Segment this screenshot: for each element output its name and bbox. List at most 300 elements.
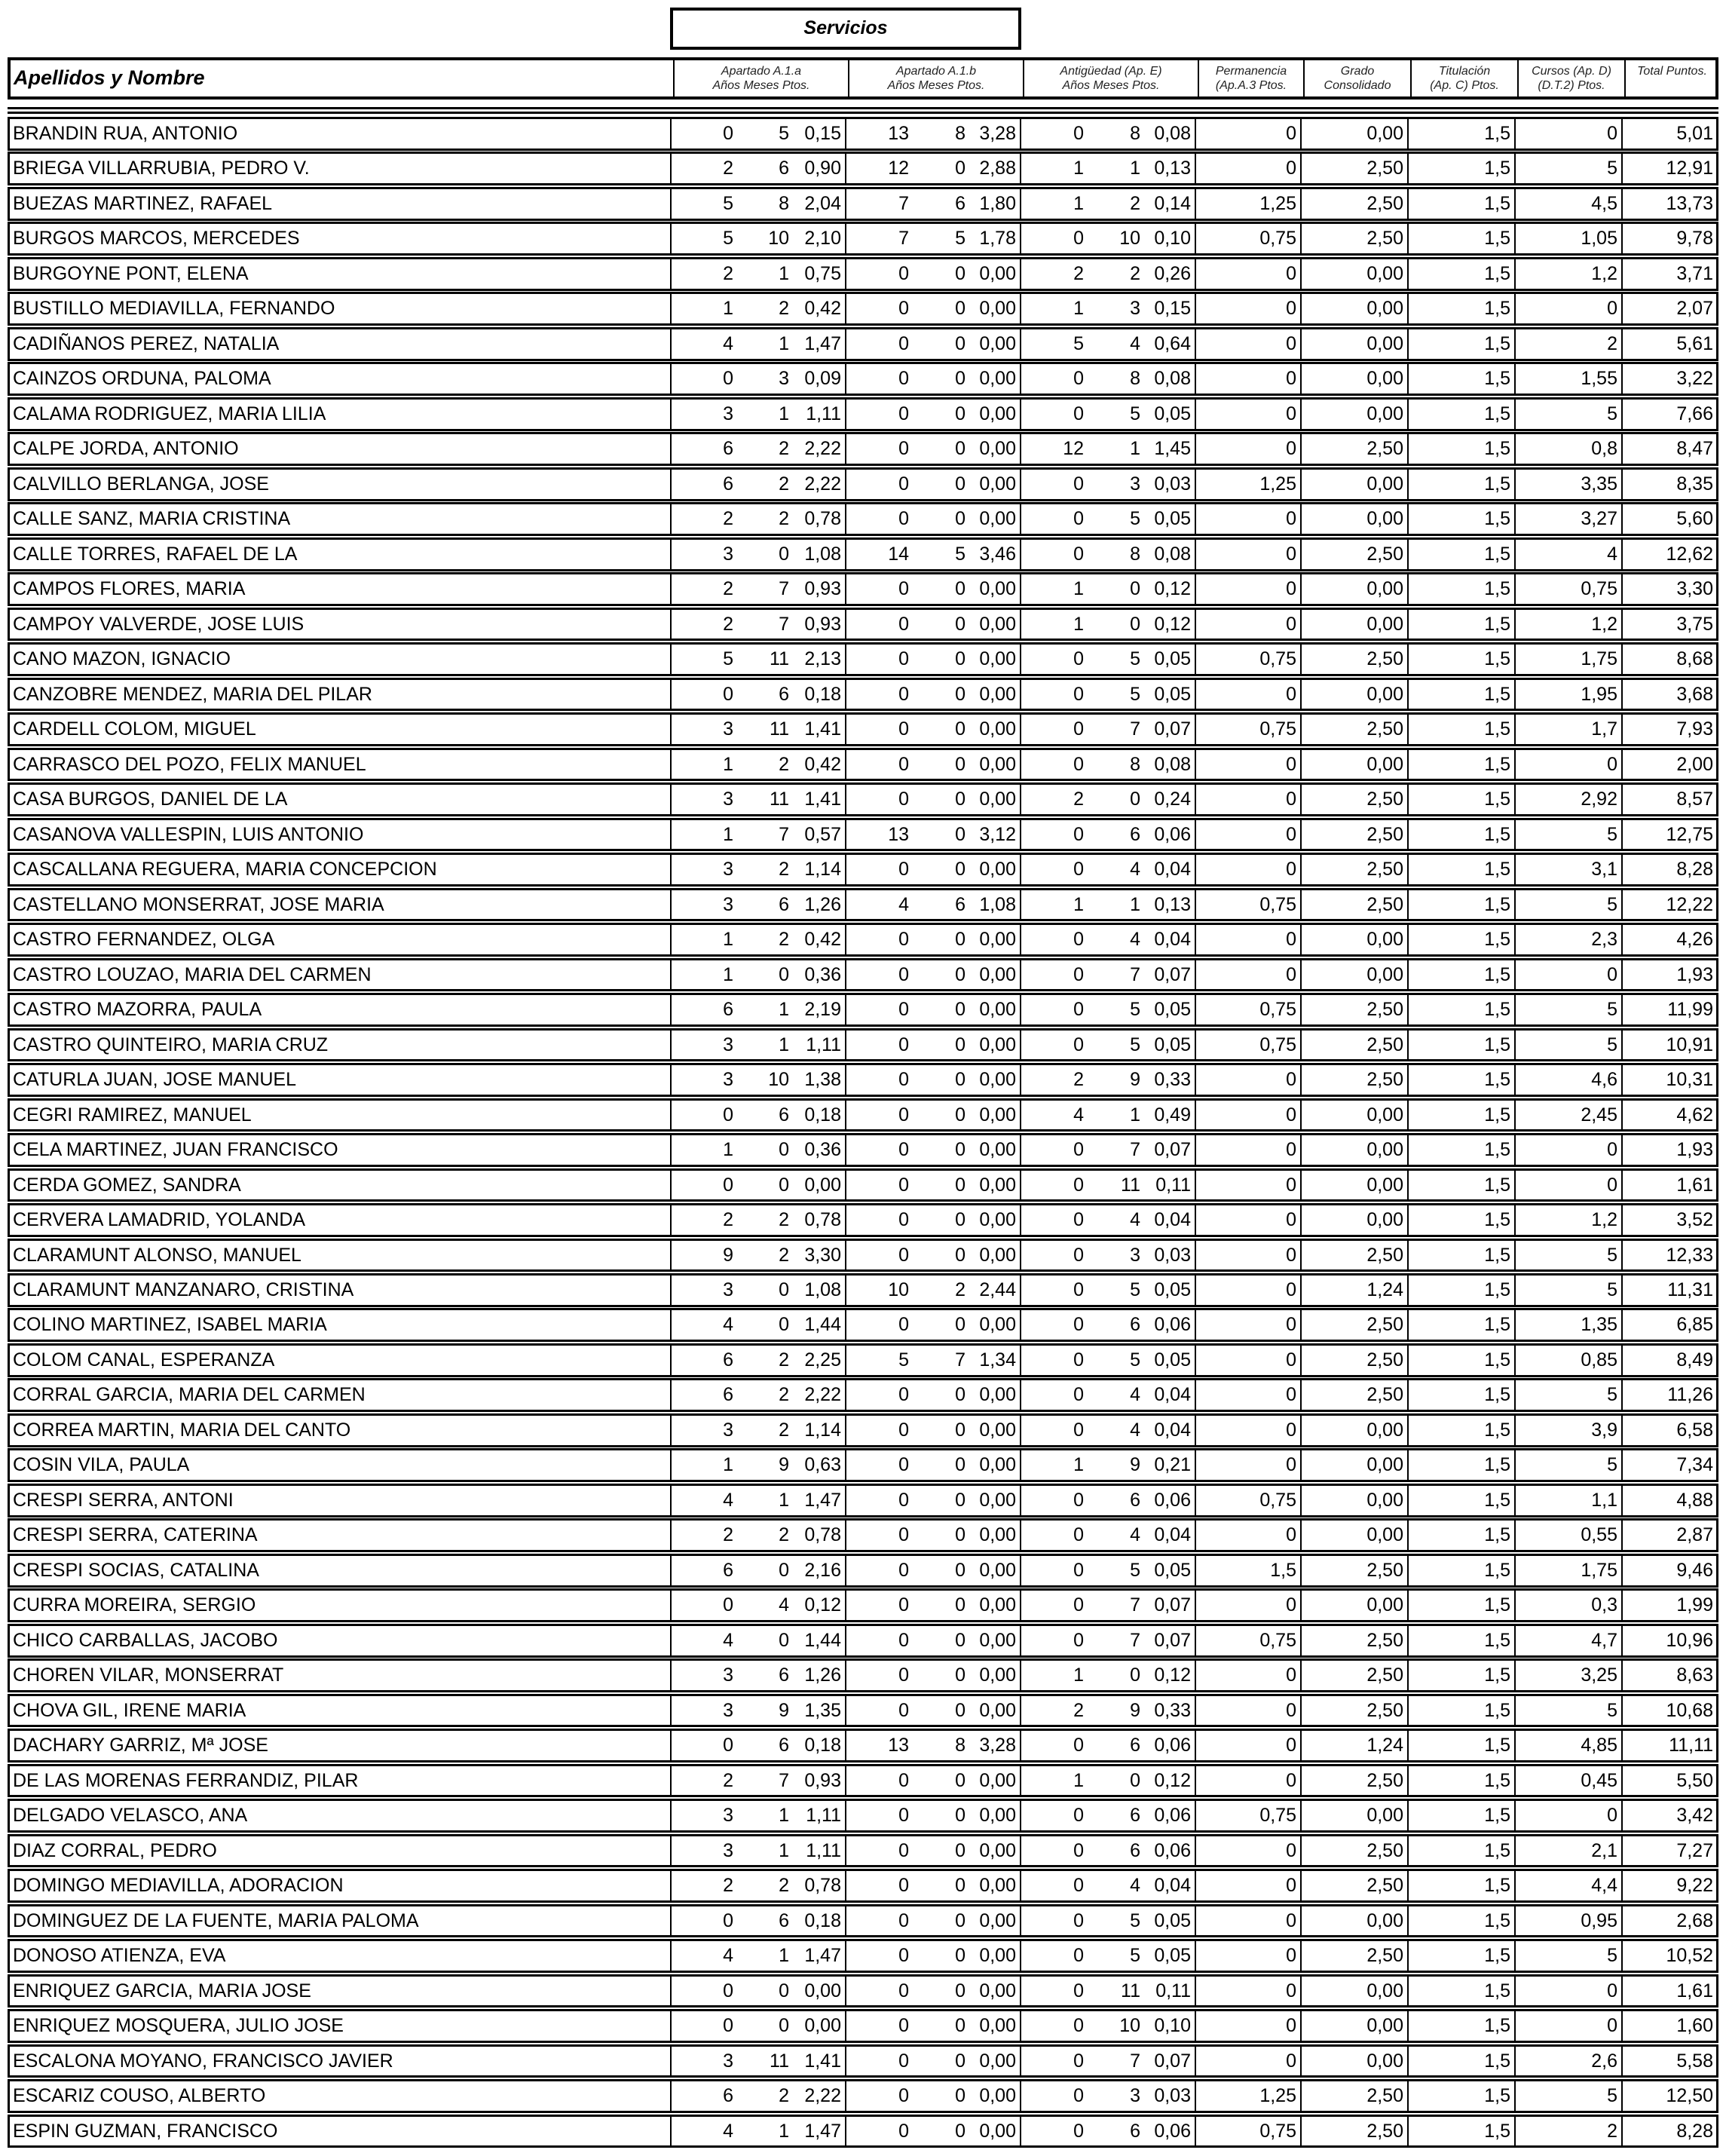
cell-a1a-anos: 3	[723, 403, 733, 424]
column-divider	[1407, 1977, 1409, 2006]
column-divider	[1300, 1766, 1302, 1796]
cell-name: CASANOVA VALLESPIN, LUIS ANTONIO	[13, 823, 364, 845]
cell-cursos: 0	[1607, 1980, 1617, 2001]
column-divider	[1300, 329, 1302, 359]
column-divider	[1407, 189, 1409, 219]
table-row	[8, 467, 1718, 501]
cell-a1a-meses: 6	[779, 893, 789, 915]
cell-a1b-anos: 0	[898, 332, 909, 354]
column-divider	[1407, 574, 1409, 604]
column-divider	[1020, 1135, 1021, 1165]
cell-antig-meses: 5	[1130, 1279, 1140, 1300]
cell-antig-meses: 5	[1130, 683, 1140, 705]
cell-grado: 0,00	[1366, 683, 1403, 705]
cell-name: DONOSO ATIENZA, EVA	[13, 1945, 226, 1967]
cell-antig-meses: 1	[1130, 438, 1140, 460]
table-row	[8, 1168, 1718, 1202]
cell-a1b-anos: 0	[898, 1209, 909, 1231]
cell-name: COSIN VILA, PAULA	[13, 1454, 190, 1476]
column-divider	[1621, 925, 1623, 954]
cell-grado: 0,00	[1366, 123, 1403, 144]
cell-a1a-anos: 3	[723, 1805, 733, 1827]
cell-a1b-anos: 0	[898, 1980, 909, 2001]
cell-permanencia: 0	[1286, 789, 1296, 810]
cell-antig-ptos: 0,64	[1154, 332, 1191, 354]
column-divider	[1300, 189, 1302, 219]
column-divider	[1020, 1065, 1021, 1095]
cell-permanencia: 0,75	[1259, 1805, 1296, 1827]
cell-permanencia: 0	[1286, 1945, 1296, 1967]
column-divider	[845, 364, 846, 394]
cell-a1b-ptos: 0,00	[979, 1209, 1016, 1231]
cell-a1b-ptos: 0,00	[979, 1559, 1016, 1581]
column-divider	[670, 2117, 672, 2146]
cell-a1b-meses: 0	[955, 963, 966, 985]
column-divider	[670, 1906, 672, 1936]
column-divider	[1300, 1661, 1302, 1690]
column-divider	[1300, 154, 1302, 183]
column-divider	[1621, 1626, 1623, 1655]
cell-name: CELA MARTINEZ, JUAN FRANCISCO	[13, 1139, 338, 1161]
column-divider	[670, 645, 672, 674]
cell-total: 8,28	[1676, 2120, 1713, 2142]
cell-a1b-meses: 0	[955, 1384, 966, 1406]
cell-antig-ptos: 1,45	[1154, 438, 1191, 460]
table-row	[8, 117, 1718, 151]
cell-total: 12,33	[1666, 1244, 1713, 1266]
cell-antig-meses: 0	[1130, 613, 1140, 635]
column-divider	[670, 224, 672, 253]
cell-a1b-meses: 0	[955, 438, 966, 460]
column-divider	[670, 1276, 672, 1305]
cell-permanencia: 0	[1286, 1769, 1296, 1791]
column-divider	[1195, 715, 1196, 744]
column-divider	[1514, 645, 1516, 674]
column-divider	[1195, 364, 1196, 394]
cell-a1b-ptos: 0,00	[979, 789, 1016, 810]
cell-permanencia: 0	[1286, 1735, 1296, 1756]
column-divider	[1195, 1276, 1196, 1305]
column-divider	[1195, 1486, 1196, 1515]
cell-a1a-anos: 0	[723, 1594, 733, 1616]
cell-total: 12,75	[1666, 823, 1713, 845]
column-divider	[1514, 2117, 1516, 2146]
cell-a1a-anos: 0	[723, 1735, 733, 1756]
cell-antig-meses: 10	[1119, 228, 1140, 250]
column-divider	[1020, 224, 1021, 253]
cell-total: 8,68	[1676, 648, 1713, 670]
column-divider	[1621, 400, 1623, 429]
cell-titulacion: 1,5	[1484, 1945, 1510, 1967]
column-divider	[1621, 855, 1623, 884]
header-cursos-line2: (D.T.2) Ptos.	[1538, 79, 1605, 92]
column-divider	[1407, 855, 1409, 884]
column-divider	[1514, 540, 1516, 569]
cell-antig-ptos: 0,08	[1154, 753, 1191, 775]
cell-antig-anos: 5	[1073, 332, 1084, 354]
cell-a1a-meses: 2	[779, 1524, 789, 1546]
column-divider	[1407, 1521, 1409, 1550]
cell-a1a-ptos: 0,18	[804, 1735, 841, 1756]
cell-a1a-meses: 6	[779, 158, 789, 179]
column-divider	[1300, 364, 1302, 394]
cell-grado: 2,50	[1366, 1629, 1403, 1651]
cell-permanencia: 0	[1286, 1524, 1296, 1546]
cell-permanencia: 0	[1286, 753, 1296, 775]
cell-total: 5,50	[1676, 1769, 1713, 1791]
table-row	[8, 1273, 1718, 1307]
cell-a1a-ptos: 2,25	[804, 1349, 841, 1370]
table-row	[8, 2115, 1718, 2148]
column-divider	[845, 750, 846, 779]
column-divider	[1300, 504, 1302, 534]
cell-a1b-meses: 0	[955, 613, 966, 635]
cell-titulacion: 1,5	[1484, 648, 1510, 670]
cell-a1b-ptos: 2,44	[979, 1279, 1016, 1300]
column-divider	[1407, 1871, 1409, 1900]
column-divider	[1020, 1101, 1021, 1130]
cell-permanencia: 0	[1286, 578, 1296, 600]
column-divider	[1195, 2047, 1196, 2076]
cell-antig-meses: 7	[1130, 718, 1140, 740]
cell-grado: 0,00	[1366, 298, 1403, 320]
cell-a1b-ptos: 0,00	[979, 368, 1016, 390]
table-row	[8, 537, 1718, 571]
cell-name: DOMINGO MEDIAVILLA, ADORACION	[13, 1875, 344, 1897]
column-divider	[1300, 1556, 1302, 1585]
cell-grado: 2,50	[1366, 438, 1403, 460]
cell-a1b-meses: 0	[955, 1945, 966, 1967]
cell-cursos: 5	[1607, 999, 1617, 1021]
column-divider	[1195, 925, 1196, 954]
column-divider	[1621, 364, 1623, 394]
header-separator-1	[8, 107, 1718, 109]
column-divider	[670, 1766, 672, 1796]
cell-a1b-ptos: 0,00	[979, 1875, 1016, 1897]
cell-a1b-anos: 13	[888, 123, 909, 144]
cell-a1a-meses: 5	[779, 123, 789, 144]
cell-a1b-ptos: 0,00	[979, 578, 1016, 600]
column-divider	[1514, 364, 1516, 394]
column-divider	[1020, 259, 1021, 289]
cell-cursos: 5	[1607, 1034, 1617, 1055]
cell-grado: 0,00	[1366, 1209, 1403, 1231]
cell-cursos: 3,25	[1581, 1664, 1617, 1686]
column-divider	[1407, 540, 1409, 569]
cell-a1b-meses: 0	[955, 2015, 966, 2037]
header-a1b-line1: Apartado A.1.b	[895, 65, 977, 78]
header-permanencia	[1198, 60, 1303, 96]
cell-a1b-anos: 0	[898, 1699, 909, 1721]
cell-a1b-ptos: 0,00	[979, 298, 1016, 320]
cell-a1a-ptos: 1,41	[804, 789, 841, 810]
cell-a1a-ptos: 0,00	[804, 1980, 841, 2001]
cell-total: 2,87	[1676, 1524, 1713, 1546]
cell-name: ENRIQUEZ MOSQUERA, JULIO JOSE	[13, 2015, 344, 2037]
column-divider	[1020, 1241, 1021, 1270]
cell-a1b-meses: 0	[955, 823, 966, 845]
column-divider	[1300, 1591, 1302, 1620]
cell-cursos: 4,85	[1581, 1735, 1617, 1756]
cell-a1a-meses: 4	[779, 1594, 789, 1616]
cell-a1b-anos: 0	[898, 1139, 909, 1161]
cell-antig-anos: 1	[1073, 1664, 1084, 1686]
cell-a1b-anos: 0	[898, 648, 909, 670]
column-divider	[670, 1731, 672, 1760]
column-divider	[1020, 785, 1021, 814]
column-divider	[845, 1205, 846, 1235]
column-divider	[1300, 1101, 1302, 1130]
cell-total: 3,75	[1676, 613, 1713, 635]
cell-grado: 2,50	[1366, 2120, 1403, 2142]
header-a1a-line2: Años Meses Ptos.	[712, 79, 810, 92]
table-row	[8, 257, 1718, 291]
column-divider	[1195, 1416, 1196, 1445]
column-divider	[1514, 610, 1516, 639]
cell-a1b-ptos: 0,00	[979, 1629, 1016, 1651]
cell-a1a-meses: 7	[779, 578, 789, 600]
cell-a1b-anos: 0	[898, 1629, 909, 1651]
cell-a1b-ptos: 2,88	[979, 158, 1016, 179]
cell-grado: 0,00	[1366, 1805, 1403, 1827]
cell-a1a-meses: 2	[779, 1209, 789, 1231]
column-divider	[845, 610, 846, 639]
header-cursos-line1: Cursos (Ap. D)	[1532, 65, 1611, 78]
cell-grado: 2,50	[1366, 823, 1403, 845]
column-divider	[670, 820, 672, 850]
cell-name: CALPE JORDA, ANTONIO	[13, 438, 239, 460]
column-divider	[1514, 1380, 1516, 1410]
column-divider	[1621, 1241, 1623, 1270]
cell-titulacion: 1,5	[1484, 1629, 1510, 1651]
column-divider	[1195, 610, 1196, 639]
column-divider	[1514, 1731, 1516, 1760]
column-divider	[1300, 1486, 1302, 1515]
column-divider	[670, 1310, 672, 1340]
cell-a1b-anos: 0	[898, 368, 909, 390]
cell-a1a-meses: 1	[779, 403, 789, 424]
cell-antig-ptos: 0,05	[1154, 1349, 1191, 1370]
cell-titulacion: 1,5	[1484, 2085, 1510, 2107]
column-divider	[670, 1801, 672, 1830]
cell-titulacion: 1,5	[1484, 613, 1510, 635]
column-divider	[1300, 1241, 1302, 1270]
cell-grado: 0,00	[1366, 1909, 1403, 1931]
column-divider	[1407, 785, 1409, 814]
cell-titulacion: 1,5	[1484, 1594, 1510, 1616]
cell-a1a-meses: 1	[779, 1945, 789, 1967]
column-divider	[845, 855, 846, 884]
cell-a1b-ptos: 0,00	[979, 1454, 1016, 1476]
cell-antig-ptos: 0,24	[1154, 789, 1191, 810]
column-divider	[1514, 400, 1516, 429]
cell-total: 8,57	[1676, 789, 1713, 810]
cell-a1b-ptos: 1,78	[979, 228, 1016, 250]
cell-titulacion: 1,5	[1484, 332, 1510, 354]
column-divider	[1195, 540, 1196, 569]
cell-a1b-meses: 8	[955, 1735, 966, 1756]
cell-cursos: 1,2	[1591, 262, 1617, 284]
column-divider	[1514, 224, 1516, 253]
cell-a1a-ptos: 0,12	[804, 1594, 841, 1616]
column-divider	[845, 1276, 846, 1305]
cell-a1b-meses: 0	[955, 332, 966, 354]
cell-titulacion: 1,5	[1484, 438, 1510, 460]
cell-a1a-ptos: 1,11	[806, 1034, 841, 1055]
cell-permanencia: 0	[1286, 1839, 1296, 1861]
column-divider	[1621, 1205, 1623, 1235]
cell-antig-anos: 2	[1073, 789, 1084, 810]
cell-antig-anos: 0	[1073, 2085, 1084, 2107]
column-divider	[1621, 1416, 1623, 1445]
table-row	[8, 327, 1718, 361]
cell-antig-ptos: 0,05	[1154, 508, 1191, 530]
cell-a1a-ptos: 1,11	[806, 1839, 841, 1861]
table-row	[8, 818, 1718, 852]
column-divider	[845, 1450, 846, 1480]
cell-a1b-ptos: 0,00	[979, 332, 1016, 354]
cell-antig-ptos: 0,06	[1154, 823, 1191, 845]
cell-a1a-ptos: 2,22	[804, 438, 841, 460]
cell-total: 3,71	[1676, 262, 1713, 284]
column-divider	[1621, 1031, 1623, 1060]
cell-cursos: 4,6	[1591, 1069, 1617, 1091]
cell-a1b-anos: 0	[898, 1769, 909, 1791]
column-divider	[845, 259, 846, 289]
cell-titulacion: 1,5	[1484, 2015, 1510, 2037]
cell-name: CAINZOS ORDUNA, PALOMA	[13, 368, 271, 390]
table-row	[8, 362, 1718, 396]
cell-permanencia: 0	[1286, 1699, 1296, 1721]
cell-permanencia: 0	[1286, 262, 1296, 284]
cell-permanencia: 0	[1286, 963, 1296, 985]
column-divider	[1195, 1101, 1196, 1130]
cell-a1b-meses: 0	[955, 1314, 966, 1336]
cell-total: 9,46	[1676, 1559, 1713, 1581]
cell-grado: 0,00	[1366, 1594, 1403, 1616]
column-divider	[1020, 1380, 1021, 1410]
cell-cursos: 0	[1607, 1805, 1617, 1827]
column-divider	[1020, 715, 1021, 744]
cell-antig-anos: 1	[1073, 578, 1084, 600]
cell-total: 12,22	[1666, 893, 1713, 915]
column-divider	[1407, 925, 1409, 954]
cell-a1a-ptos: 1,11	[806, 403, 841, 424]
cell-antig-meses: 4	[1130, 859, 1140, 880]
column-divider	[1621, 1836, 1623, 1866]
cell-a1b-meses: 0	[955, 158, 966, 179]
cell-a1a-anos: 3	[723, 1839, 733, 1861]
cell-a1a-meses: 0	[779, 1279, 789, 1300]
cell-name: BUSTILLO MEDIAVILLA, FERNANDO	[13, 298, 335, 320]
cell-permanencia: 0	[1286, 543, 1296, 565]
table-row	[8, 432, 1718, 466]
cell-a1a-meses: 6	[779, 1909, 789, 1931]
cell-a1b-anos: 12	[888, 158, 909, 179]
cell-antig-meses: 0	[1130, 578, 1140, 600]
table-row	[8, 748, 1718, 782]
cell-antig-anos: 2	[1073, 262, 1084, 284]
cell-cursos: 1,95	[1581, 683, 1617, 705]
column-divider	[1195, 1626, 1196, 1655]
column-divider	[1621, 540, 1623, 569]
cell-a1a-anos: 2	[723, 508, 733, 530]
cell-antig-ptos: 0,49	[1154, 1104, 1191, 1125]
header-titul-line2: (Ap. C) Ptos.	[1430, 79, 1499, 92]
cell-name: CRESPI SERRA, CATERINA	[13, 1524, 258, 1546]
column-divider	[1195, 1171, 1196, 1200]
cell-titulacion: 1,5	[1484, 2120, 1510, 2142]
cell-a1a-ptos: 0,00	[804, 1174, 841, 1196]
column-divider	[1514, 855, 1516, 884]
column-divider	[1621, 1486, 1623, 1515]
cell-a1b-meses: 0	[955, 1454, 966, 1476]
cell-a1b-anos: 0	[898, 1454, 909, 1476]
cell-permanencia: 0	[1286, 1349, 1296, 1370]
cell-titulacion: 1,5	[1484, 368, 1510, 390]
column-divider	[1300, 1416, 1302, 1445]
column-divider	[1514, 2011, 1516, 2041]
table-row	[8, 1378, 1718, 1412]
cell-titulacion: 1,5	[1484, 403, 1510, 424]
cell-a1b-anos: 0	[898, 859, 909, 880]
cell-a1a-meses: 6	[779, 1104, 789, 1125]
cell-cursos: 0,8	[1591, 438, 1617, 460]
cell-antig-anos: 0	[1073, 123, 1084, 144]
cell-titulacion: 1,5	[1484, 1104, 1510, 1125]
column-divider	[845, 1310, 846, 1340]
cell-grado: 0,00	[1366, 403, 1403, 424]
column-divider	[1300, 995, 1302, 1024]
column-divider	[1195, 1591, 1196, 1620]
column-divider	[1020, 1766, 1021, 1796]
cell-antig-anos: 1	[1073, 298, 1084, 320]
cell-a1a-anos: 0	[723, 1174, 733, 1196]
cell-antig-ptos: 0,12	[1154, 578, 1191, 600]
column-divider	[1407, 2047, 1409, 2076]
column-divider	[845, 1906, 846, 1936]
column-divider	[1621, 785, 1623, 814]
cell-cursos: 5	[1607, 1454, 1617, 1476]
cell-name: CALLE SANZ, MARIA CRISTINA	[13, 508, 291, 530]
cell-a1a-anos: 2	[723, 1769, 733, 1791]
cell-a1b-meses: 0	[955, 1594, 966, 1616]
column-divider	[670, 1171, 672, 1200]
column-divider	[845, 1977, 846, 2006]
cell-a1a-meses: 2	[779, 1384, 789, 1406]
cell-total: 10,68	[1666, 1699, 1713, 1721]
cell-antig-anos: 0	[1073, 473, 1084, 495]
cell-titulacion: 1,5	[1484, 789, 1510, 810]
cell-antig-anos: 0	[1073, 403, 1084, 424]
cell-a1b-ptos: 1,08	[979, 893, 1016, 915]
cell-antig-ptos: 0,07	[1154, 1594, 1191, 1616]
column-divider	[1514, 1241, 1516, 1270]
column-divider	[1195, 2011, 1196, 2041]
column-divider	[670, 1416, 672, 1445]
cell-a1b-anos: 0	[898, 1839, 909, 1861]
cell-cursos: 5	[1607, 823, 1617, 845]
column-divider	[1300, 1031, 1302, 1060]
column-divider	[1020, 434, 1021, 464]
cell-antig-ptos: 0,07	[1154, 1629, 1191, 1651]
cell-a1a-ptos: 1,41	[804, 718, 841, 740]
cell-cursos: 2,45	[1581, 1104, 1617, 1125]
cell-a1b-anos: 5	[898, 1349, 909, 1370]
cell-a1a-ptos: 1,47	[804, 1489, 841, 1511]
cell-antig-meses: 4	[1130, 1524, 1140, 1546]
cell-total: 2,68	[1676, 1909, 1713, 1931]
